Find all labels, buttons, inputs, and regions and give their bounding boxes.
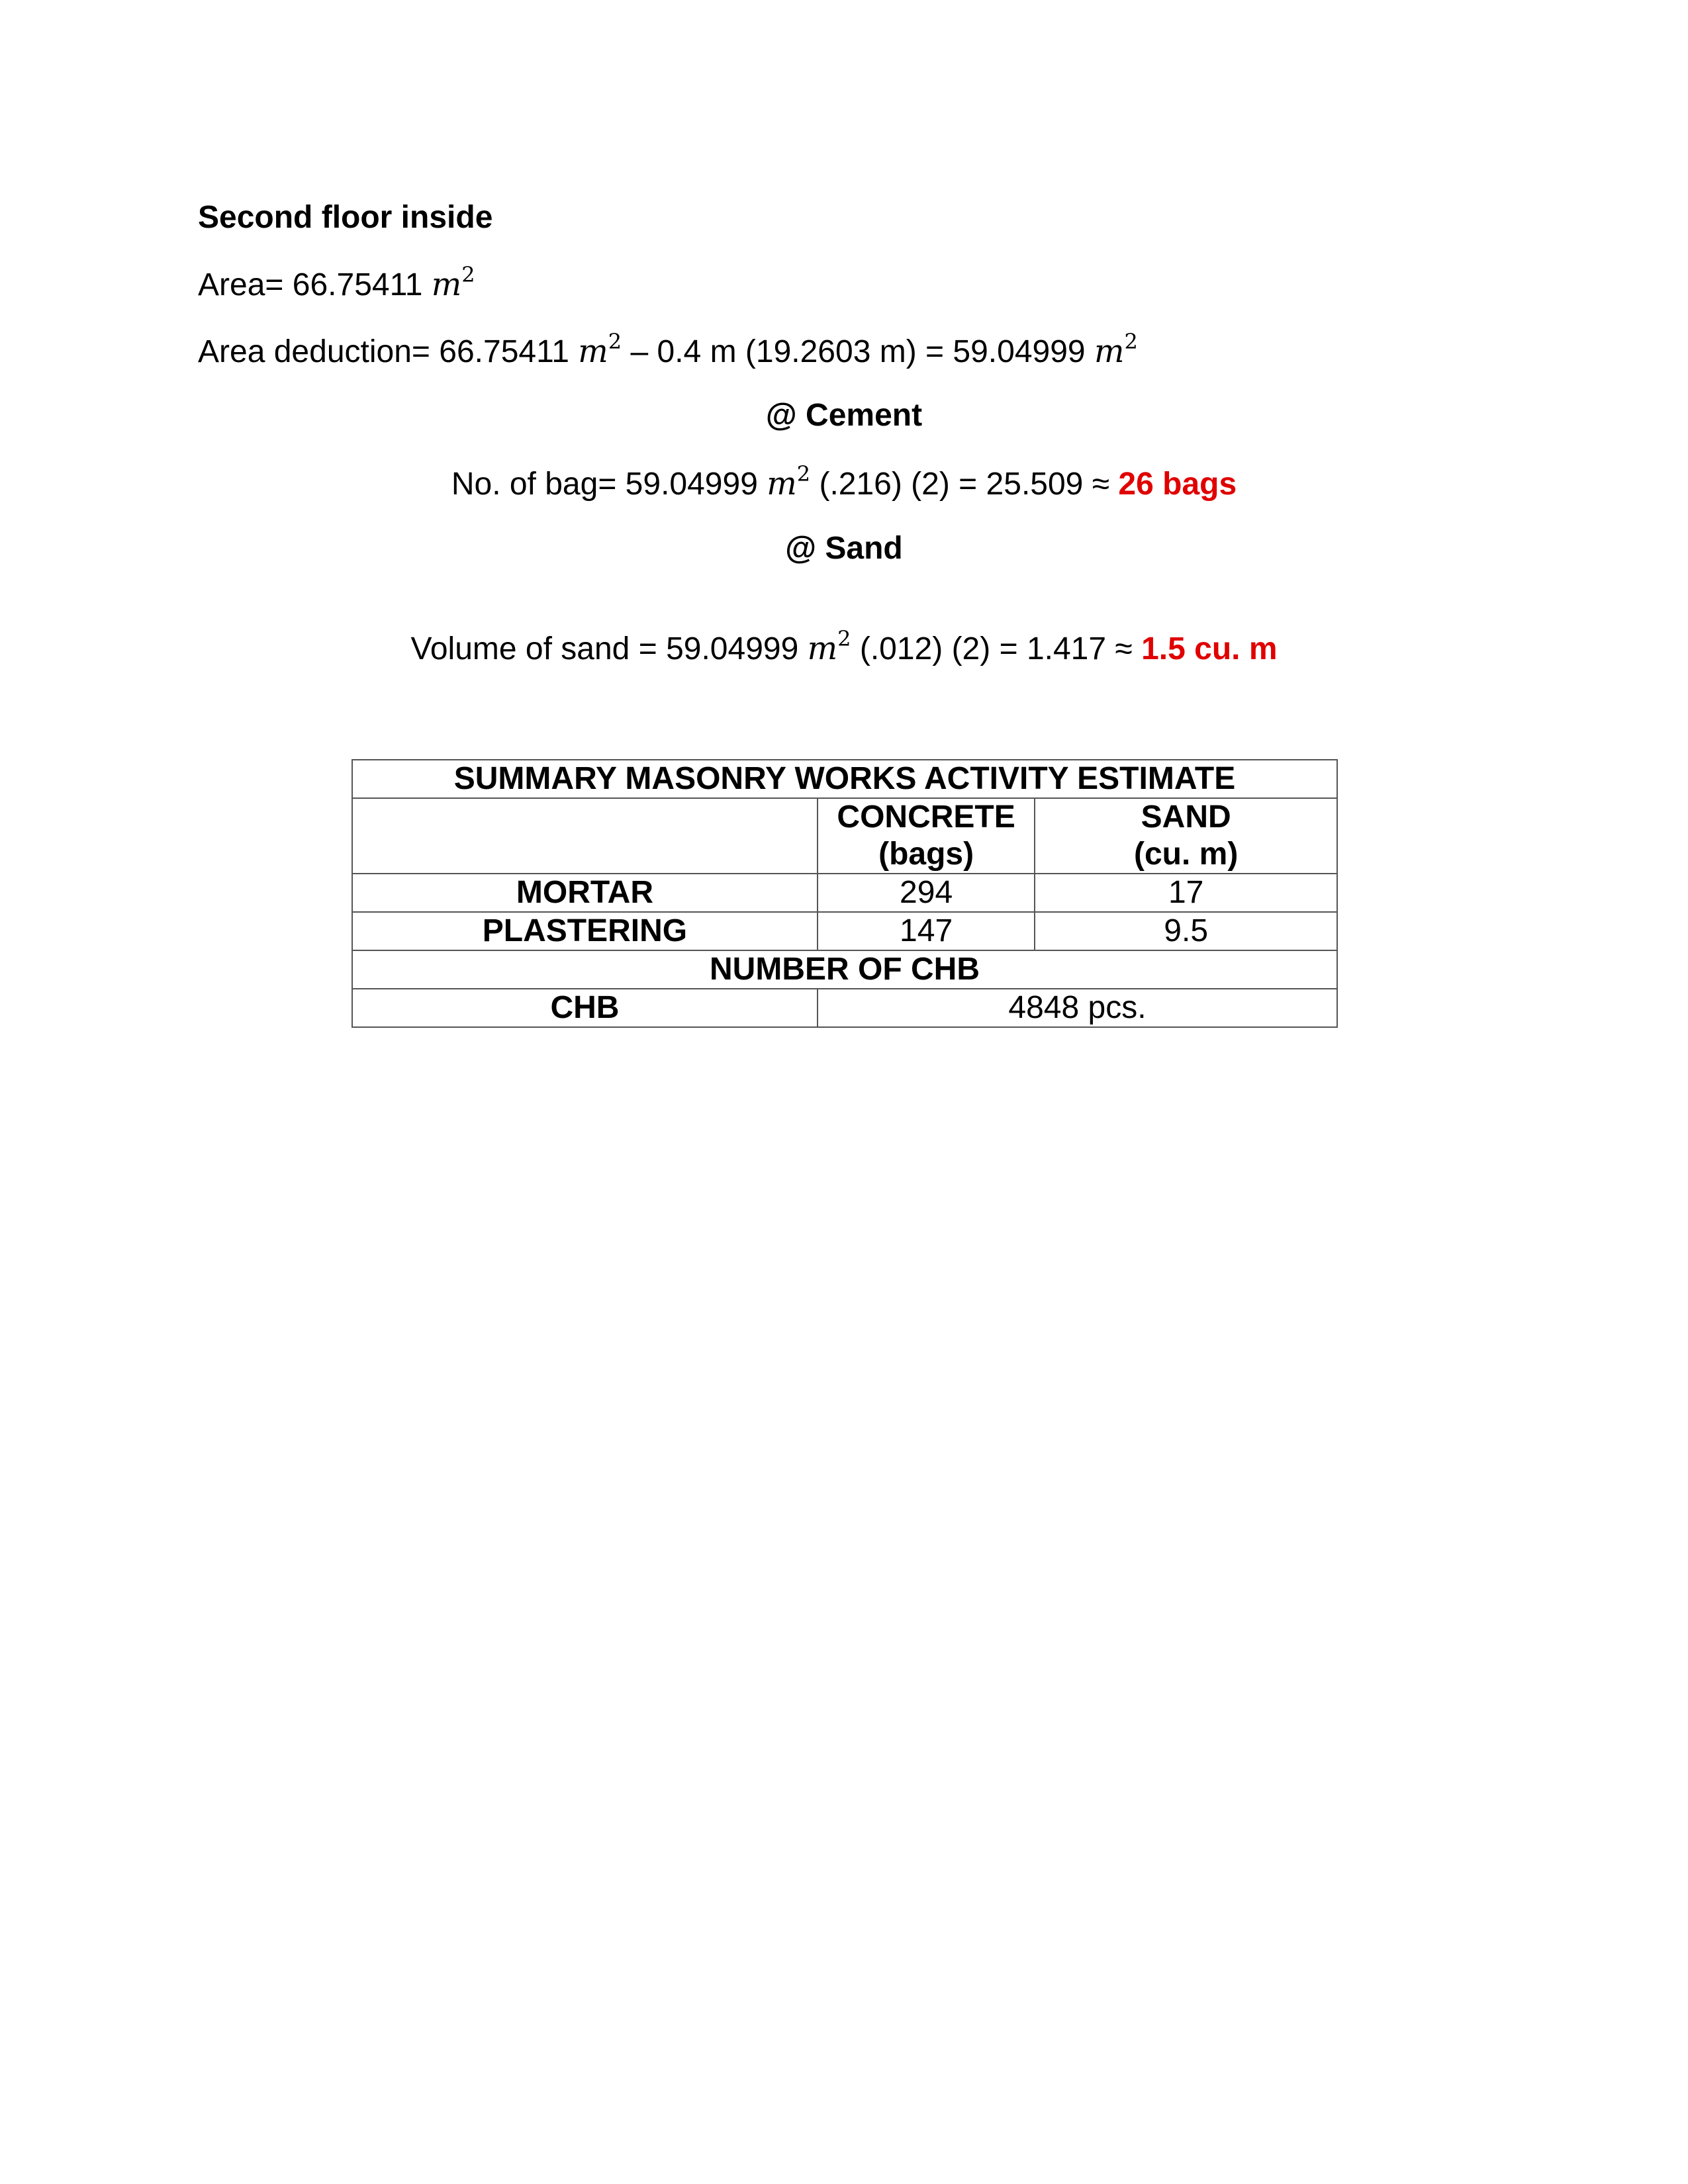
cement-heading: @ Cement — [765, 398, 923, 433]
header-sand-unit: (cu. m) — [1133, 837, 1239, 872]
area-deduction-unit-2: $m^2$ — [1094, 329, 1138, 370]
area-deduction-label: Area deduction= — [198, 334, 430, 369]
area-value: 66.75411 — [292, 267, 423, 302]
area-deduction-line — [198, 329, 1138, 371]
header-concrete-unit: (bags) — [878, 837, 974, 872]
cement-unit: $m^2$ — [767, 461, 811, 502]
row-concrete: 294 — [818, 874, 1035, 912]
area-deduction-unit-1: $m^2$ — [578, 329, 622, 370]
table-title: SUMMARY MASONRY WORKS ACTIVITY ESTIMATE — [352, 760, 1337, 798]
header-concrete — [818, 798, 1035, 874]
cement-result: 26 bags — [1118, 467, 1237, 502]
area-unit: $m^2$ — [431, 262, 475, 303]
area-label: Area= — [198, 267, 284, 302]
sand-heading: @ Sand — [785, 531, 903, 566]
area-deduction-calc: – 0.4 m (19.2603 m) = 59.04999 — [630, 334, 1086, 369]
sand-formula — [0, 626, 1688, 668]
sand-formula-prefix: Volume of sand = 59.04999 — [410, 631, 799, 666]
chb-heading: NUMBER OF CHB — [352, 950, 1337, 989]
cement-formula — [0, 461, 1688, 503]
chb-label: CHB — [352, 989, 818, 1027]
table-row — [352, 874, 1337, 912]
header-sand-label: SAND — [1141, 799, 1231, 835]
table-row — [352, 912, 1337, 950]
row-label: PLASTERING — [352, 912, 818, 950]
cement-formula-prefix: No. of bag= 59.04999 — [451, 467, 758, 502]
area-line — [198, 262, 475, 304]
table-title-row — [352, 760, 1337, 798]
row-sand: 17 — [1035, 874, 1337, 912]
table-header-row — [352, 798, 1337, 874]
table-header-empty — [352, 798, 818, 874]
cement-formula-suffix: (.216) (2) = 25.509 ≈ — [819, 467, 1110, 502]
summary-table — [352, 759, 1338, 1028]
row-concrete: 147 — [818, 912, 1035, 950]
sand-result: 1.5 cu. m — [1141, 631, 1278, 666]
chb-value: 4848 pcs. — [818, 989, 1337, 1027]
header-sand — [1035, 798, 1337, 874]
row-label: MORTAR — [352, 874, 818, 912]
sand-formula-suffix: (.012) (2) = 1.417 ≈ — [859, 631, 1133, 666]
section-heading: Second floor inside — [198, 200, 493, 235]
area-deduction-value: 66.75411 — [439, 334, 569, 369]
row-sand: 9.5 — [1035, 912, 1337, 950]
chb-heading-row — [352, 950, 1337, 989]
sand-unit: $m^2$ — [807, 626, 851, 667]
chb-row — [352, 989, 1337, 1027]
header-concrete-label: CONCRETE — [837, 799, 1015, 835]
